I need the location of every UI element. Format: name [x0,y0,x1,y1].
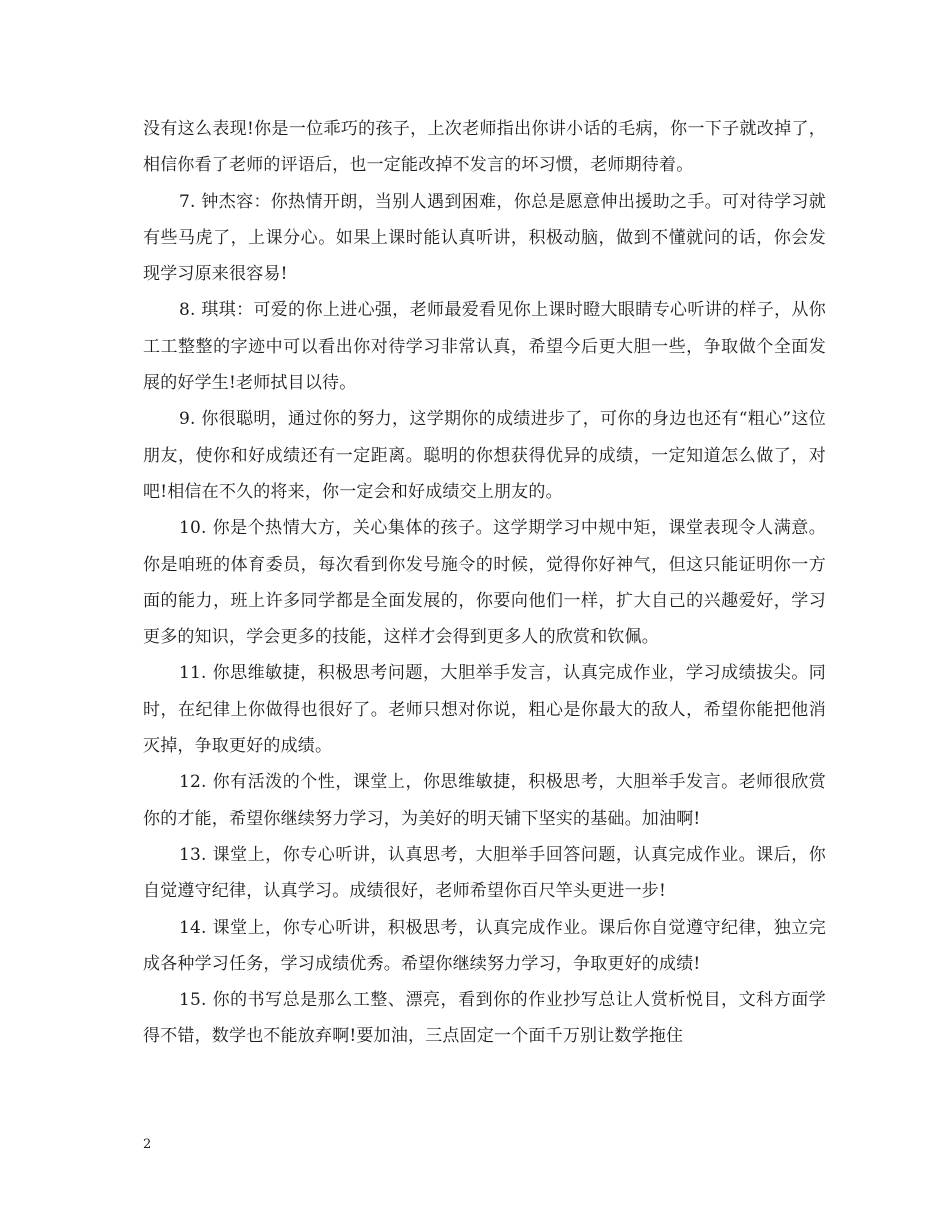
page-number: 2 [143,1137,152,1152]
document-body [143,111,826,1055]
paragraph-comment-9: 9. 你很聪明，通过你的努力，这学期你的成绩进步了，可你的身边也还有“粗心”这位朋友，使你和好成绩还有一定距离。聪明的你想获得优异的成绩，一定知道怎么做了，对吧!相信在不久的将来，你一定会和好成绩交上朋友的。 [143,409,826,502]
paragraph-comment-11: 11. 你思维敏捷，积极思考问题，大胆举手发言，认真完成作业，学习成绩拔尖。同时，在纪律上你做得也很好了。老师只想对你说，粗心是你最大的敌人，希望你能把他消灭掉，争取更好的成绩。 [143,663,826,757]
paragraph-comment-15: 15. 你的书写总是那么工整、漂亮，看到你的作业抄写总让人赏析悦目，文科方面学得不错，数学也不能放弃啊!要加油，三点固定一个面千万别让数学拖住 [143,990,826,1047]
paragraph-comment-13: 13. 课堂上，你专心听讲，认真思考，大胆举手回答问题，认真完成作业。课后，你自觉遵守纪律，认真学习。成绩很好，老师希望你百尺竿头更进一步! [143,844,826,902]
paragraph-continuation: 没有这么表现!你是一位乖巧的孩子，上次老师指出你讲小话的毛病，你一下子就改掉了，相信你看了老师的评语后，也一定能改掉不发言的坏习惯，老师期待着。 [143,119,826,176]
paragraph-comment-10: 10. 你是个热情大方，关心集体的孩子。这学期学习中规中矩，课堂表现令人满意。你是咱班的体育委员，每次看到你发号施令的时候，觉得你好神气，但这只能证明你一方面的能力，班上许多同学都是全面发展的，你要向他们一样，扩大自己的兴趣爱好，学习更多的知识，学会更多的技能，这样才会得到更多人的欣赏和钦佩。 [143,518,826,648]
paragraph-comment-14: 14. 课堂上，你专心听讲，积极思考，认真完成作业。课后你自觉遵守纪律，独立完成各种学习任务，学习成绩优秀。希望你继续努力学习，争取更好的成绩! [143,917,826,974]
paragraph-comment-7: 7. 钟杰容：你热情开朗，当别人遇到困难，你总是愿意伸出援助之手。可对待学习就有些马虎了，上课分心。如果上课时能认真听讲，积极动脑，做到不懂就问的话，你会发现学习原来很容易! [143,191,826,285]
paragraph-comment-8: 8. 琪琪：可爱的你上进心强，老师最爱看见你上课时瞪大眼睛专心听讲的样子，从你工工整整的字迹中可以看出你对待学习非常认真，希望今后更大胆一些，争取做个全面发展的好学生!老师拭目以待。 [143,300,826,394]
paragraph-comment-12: 12. 你有活泼的个性，课堂上，你思维敏捷，积极思考，大胆举手发言。老师很欣赏你的才能，希望你继续努力学习，为美好的明天铺下坚实的基础。加油啊! [143,772,826,829]
